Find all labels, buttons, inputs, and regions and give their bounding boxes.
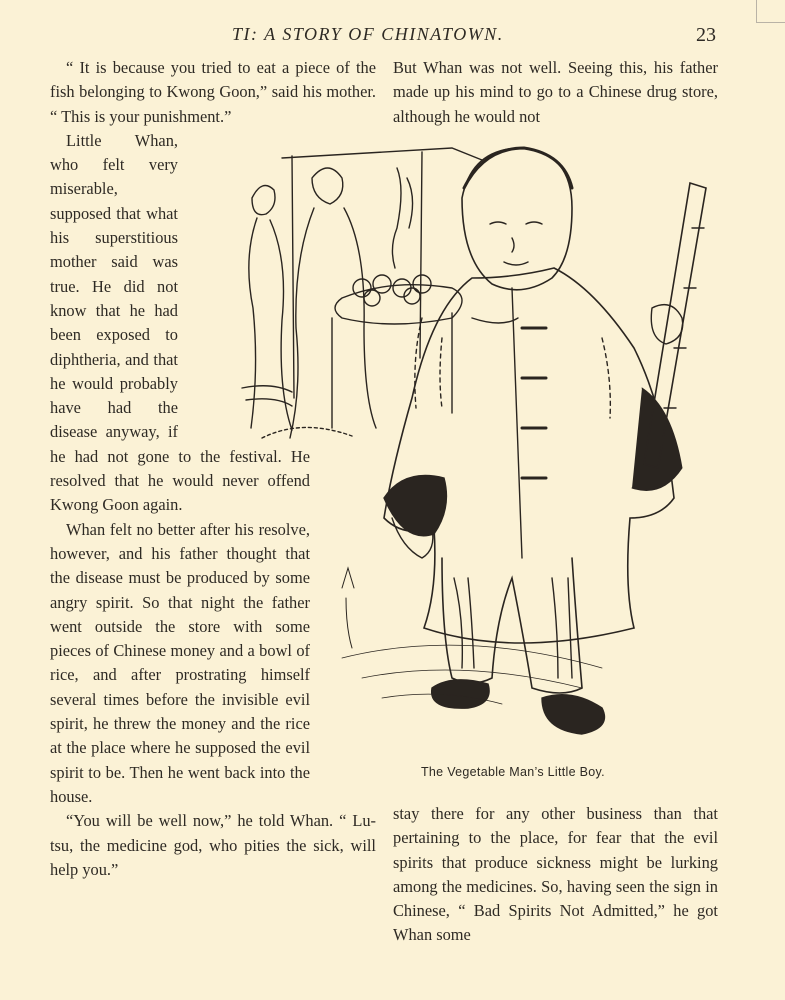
right-paragraph-bottom: stay there for any other business than that pertaining to the place, for fear that the evil spirits that produce sickness might be lurking among the medicines. So, having seen the sign in Chinese, “ Bad Spirits Not Admitted,” he got Whan some bbox=[393, 804, 718, 945]
market-stall-drawing bbox=[242, 148, 482, 438]
paragraph-3: Whan felt no better after his resolve, however, and his father thought that the disease must be produced by some angry spirit. So that night the father went outside the store with some pieces of Chinese money and a bowl of rice, and after prostrating himself several times before the invisible evil spirit, he threw the money and the rice at the place where he supposed the evil spirit to be. Then he went back into the house. bbox=[50, 519, 310, 806]
page-number: 23 bbox=[696, 24, 716, 46]
illustration-caption: The Vegetable Man’s Little Boy. bbox=[421, 765, 605, 779]
right-column-top bbox=[393, 56, 718, 129]
page-corner-mark bbox=[756, 0, 785, 23]
right-column-bottom bbox=[393, 802, 718, 948]
boy-illustration bbox=[222, 138, 717, 770]
boy-figure bbox=[342, 148, 706, 734]
running-head: TI: A STORY OF CHINATOWN. bbox=[232, 24, 504, 44]
right-paragraph-top: But Whan was not well. Seeing this, his father made up his mind to go to a Chinese drug store, although he would not bbox=[393, 58, 718, 126]
paragraph-2: Little Whan, who felt very miserable, supposed that what his superstitious mother said was true. He did not know that he had been exposed to diphtheria, and that he would probably have had the disease anyway, if he had not gone to the festival. He resolved that he would never offend Kwong Goon again. bbox=[50, 130, 310, 515]
paragraph-4: “You will be well now,” he told Whan. “ Lu-tsu, the medicine god, who pities the sick, will help you.” bbox=[50, 811, 376, 879]
paragraph-1: “ It is because you tried to eat a piece of the fish belonging to Kwong Goon,” said his mother. “ This is your punishment.” bbox=[50, 58, 376, 126]
